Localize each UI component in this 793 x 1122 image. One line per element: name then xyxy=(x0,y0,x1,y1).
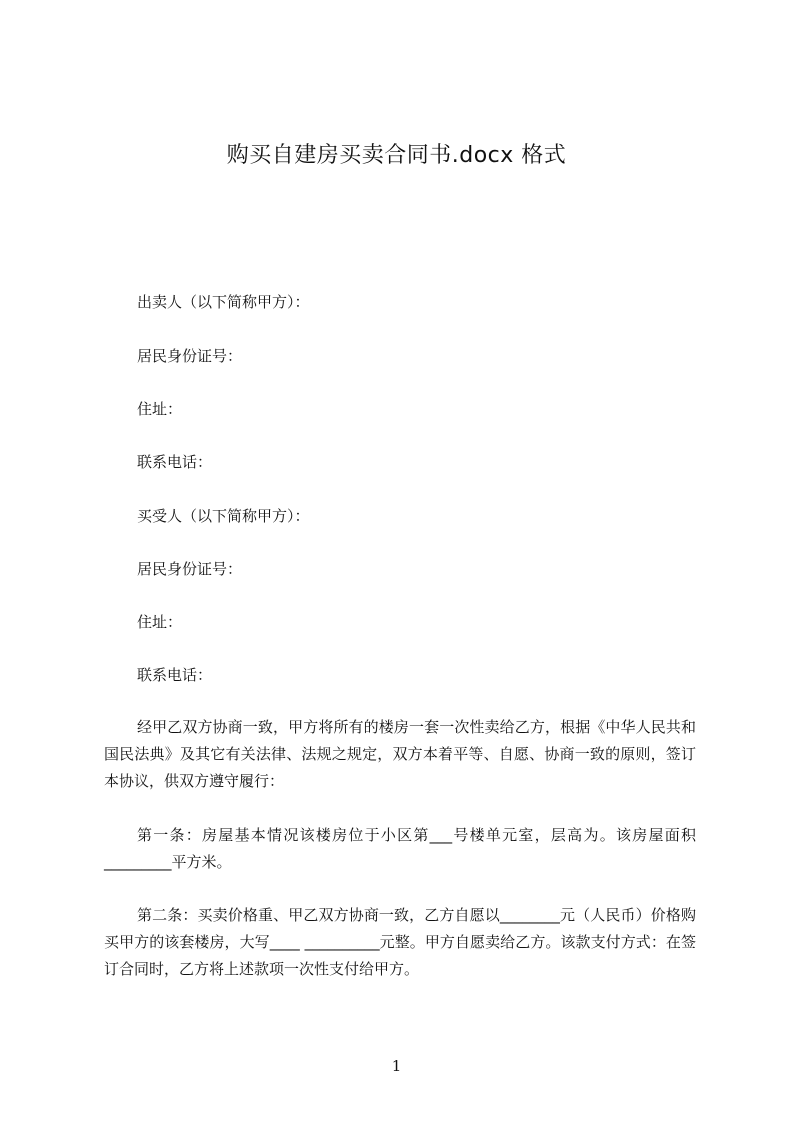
buyer-name-field: 买受人（以下简称甲方）： xyxy=(137,507,310,525)
document-title: 购买自建房买卖合同书.docx 格式 xyxy=(226,143,567,168)
seller-id-field: 居民身份证号： xyxy=(137,347,243,365)
article-1-paragraph: 第一条：房屋基本情况该楼房位于小区第___号楼单元室，层高为。该房屋面积_________平方米。 xyxy=(104,826,696,871)
page-number: 1 xyxy=(391,1057,402,1075)
article-2-paragraph: 第二条：买卖价格重、甲乙双方协商一致，乙方自愿以________元（人民币）价格购买甲方的该套楼房，大写____ __________元整。甲方自愿卖给乙方。该款支付方式：在签订合同时，乙方将上述款项一次性支付给甲方。 xyxy=(104,906,696,978)
buyer-phone-field: 联系电话： xyxy=(137,666,213,684)
intro-paragraph: 经甲乙双方协商一致，甲方将所有的楼房一套一次性卖给乙方，根据《中华人民共和国民法典》及其它有关法律、法规之规定，双方本着平等、自愿、协商一致的原则，签订本协议，供双方遵守履行： xyxy=(104,718,696,790)
seller-phone-field: 联系电话： xyxy=(137,453,213,471)
seller-address-field: 住址： xyxy=(137,400,183,418)
buyer-address-field: 住址： xyxy=(137,613,183,631)
buyer-id-field: 居民身份证号： xyxy=(137,560,243,578)
seller-name-field: 出卖人（以下简称甲方）： xyxy=(137,293,310,311)
